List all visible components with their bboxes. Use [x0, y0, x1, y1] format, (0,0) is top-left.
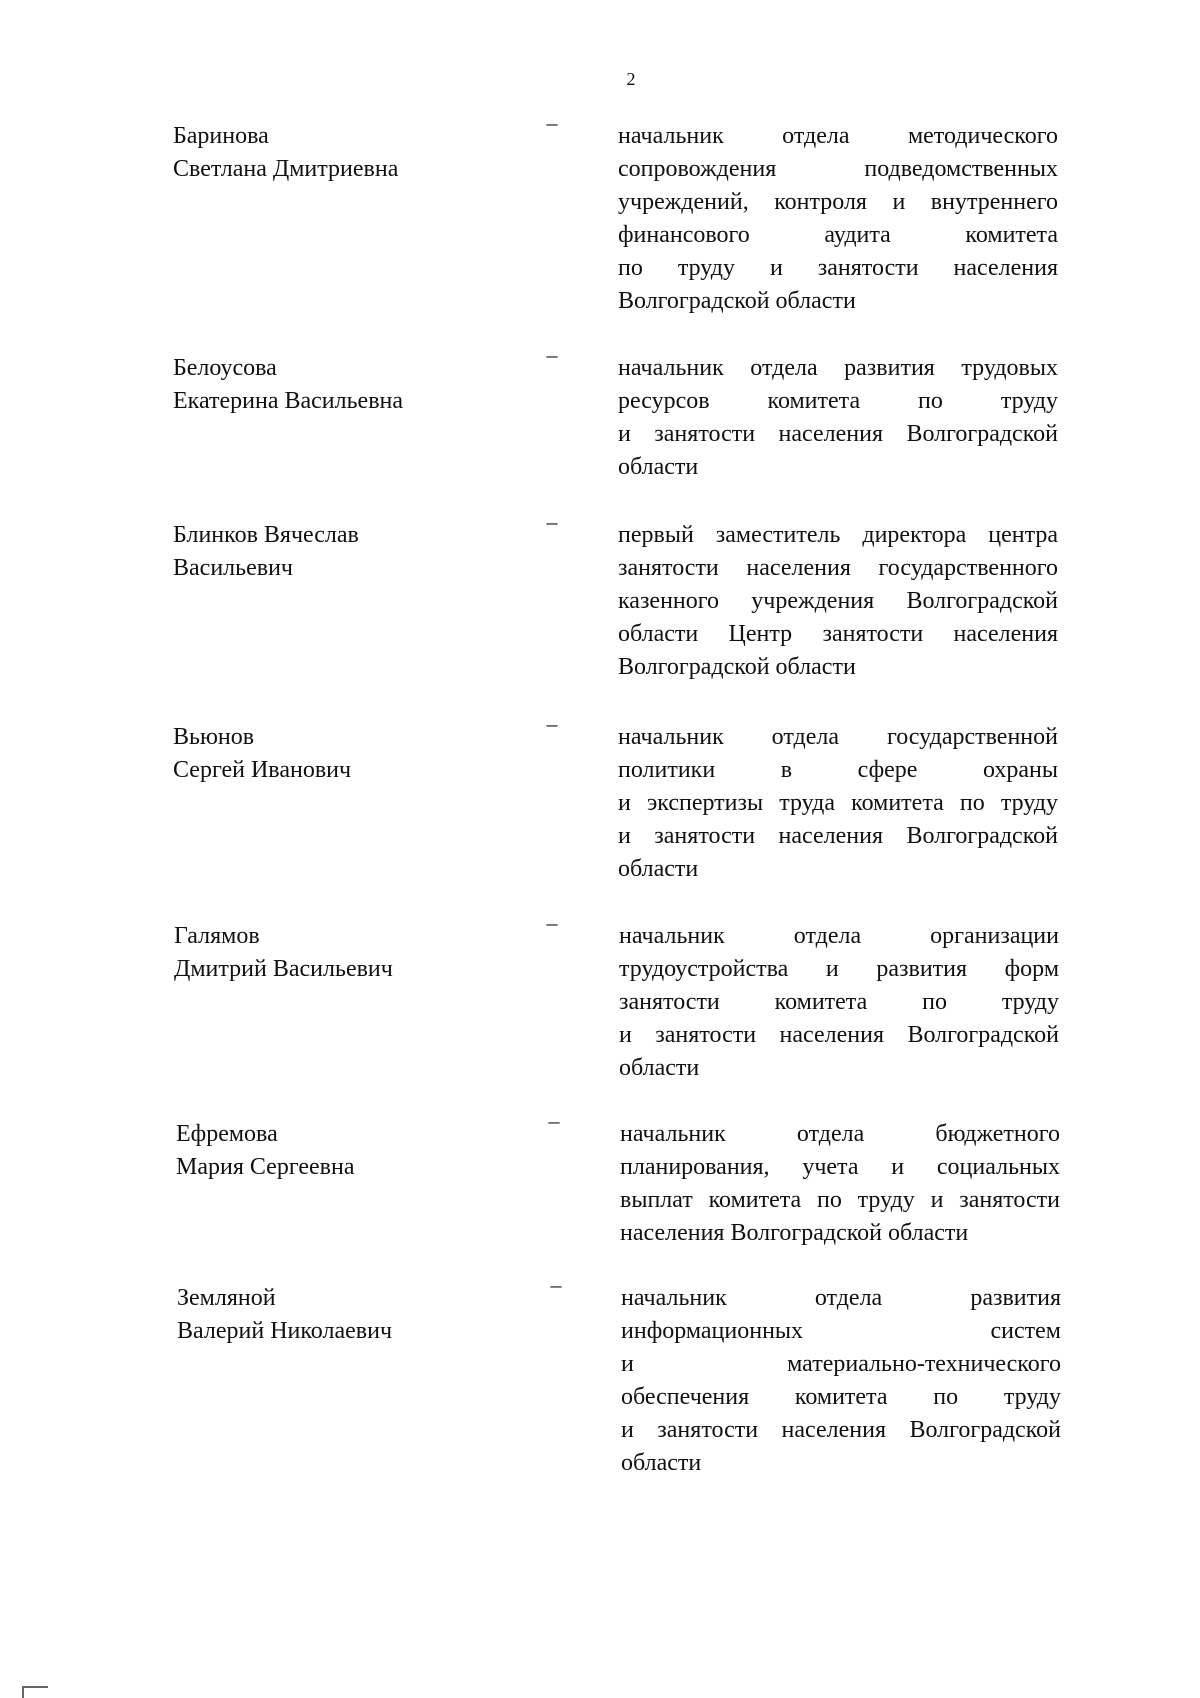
member-name-line: Земляной [177, 1285, 276, 1311]
member-position-line: начальник отдела бюджетного [620, 1121, 1060, 1147]
member-name [177, 1282, 507, 1348]
member-position-line: и занятости населения Волгоградской [618, 421, 1058, 447]
member-position-line: области [618, 454, 699, 480]
member-position-line: планирования, учета и социальных [620, 1154, 1060, 1180]
member-position-line: и занятости населения Волгоградской [621, 1417, 1061, 1443]
separator-dash: – [546, 110, 558, 135]
member-name-line: Вьюнов [173, 724, 255, 750]
member-position [618, 721, 1058, 886]
member-position-line: ресурсов комитета по труду [618, 388, 1058, 414]
member-name-line: Дмитрий Васильевич [174, 956, 393, 982]
member-position-line: и занятости населения Волгоградской [619, 1022, 1059, 1048]
member-position-line: Волгоградской области [618, 654, 856, 680]
member-position-line: начальник отдела методического [618, 123, 1058, 149]
member-position-line: трудоустройства и развития форм [619, 956, 1059, 982]
member-position-line: Волгоградской области [618, 288, 856, 314]
member-name [176, 1118, 506, 1184]
member-position [619, 920, 1059, 1085]
member-name-line: Белоусова [173, 355, 277, 381]
separator-dash: – [546, 342, 558, 367]
member-position-line: начальник отдела развития трудовых [618, 355, 1058, 381]
page-number: 2 [626, 69, 636, 89]
member-name-line: Светлана Дмитриевна [173, 156, 399, 182]
member-name [173, 721, 503, 787]
member-position [620, 1118, 1060, 1250]
member-name-line: Васильевич [173, 555, 293, 581]
member-position-line: и экспертизы труда комитета по труду [618, 790, 1058, 816]
member-name-line: Мария Сергеевна [176, 1154, 355, 1180]
member-position-line: области [621, 1450, 702, 1476]
member-position-line: учреждений, контроля и внутреннего [618, 189, 1058, 215]
member-name-line: Блинков Вячеслав [173, 522, 359, 548]
member-name [174, 920, 504, 986]
member-name-line: Екатерина Васильевна [173, 388, 404, 414]
member-position-line: по труду и занятости населения [618, 255, 1058, 281]
member-position [618, 120, 1058, 318]
member-position-line: населения Волгоградской области [620, 1220, 969, 1246]
separator-dash: – [550, 1272, 562, 1297]
member-name [173, 519, 503, 585]
member-name-line: Галямов [174, 923, 260, 949]
member-name [173, 120, 503, 186]
member-position [618, 352, 1058, 484]
scan-corner-mark [22, 1686, 48, 1698]
member-position-line: начальник отдела организации [619, 923, 1059, 949]
member-position-line: области Центр занятости населения [618, 621, 1058, 647]
member-position-line: первый заместитель директора центра [618, 522, 1058, 548]
member-name-line: Валерий Николаевич [177, 1318, 393, 1344]
member-position-line: занятости населения государственного [618, 555, 1058, 581]
member-position-line: начальник отдела развития [621, 1285, 1061, 1311]
separator-dash: – [546, 910, 558, 935]
member-position [621, 1282, 1061, 1480]
member-position-line: и материально-технического [621, 1351, 1061, 1377]
separator-dash: – [548, 1108, 560, 1133]
member-name [173, 352, 503, 418]
member-position-line: финансового аудита комитета [618, 222, 1058, 248]
member-name-line: Баринова [173, 123, 269, 149]
member-position-line: области [618, 856, 699, 882]
separator-dash: – [546, 509, 558, 534]
member-position-line: выплат комитета по труду и занятости [620, 1187, 1060, 1213]
member-position [618, 519, 1058, 684]
member-position-line: начальник отдела государственной [618, 724, 1058, 750]
member-position-line: области [619, 1055, 700, 1081]
member-position-line: казенного учреждения Волгоградской [618, 588, 1058, 614]
member-position-line: информационных систем [621, 1318, 1061, 1344]
member-name-line: Ефремова [176, 1121, 278, 1147]
member-position-line: сопровождения подведомственных [618, 156, 1058, 182]
member-position-line: обеспечения комитета по труду [621, 1384, 1061, 1410]
member-position-line: политики в сфере охраны [618, 757, 1058, 783]
member-name-line: Сергей Иванович [173, 757, 352, 783]
member-position-line: и занятости населения Волгоградской [618, 823, 1058, 849]
separator-dash: – [546, 711, 558, 736]
member-position-line: занятости комитета по труду [619, 989, 1059, 1015]
